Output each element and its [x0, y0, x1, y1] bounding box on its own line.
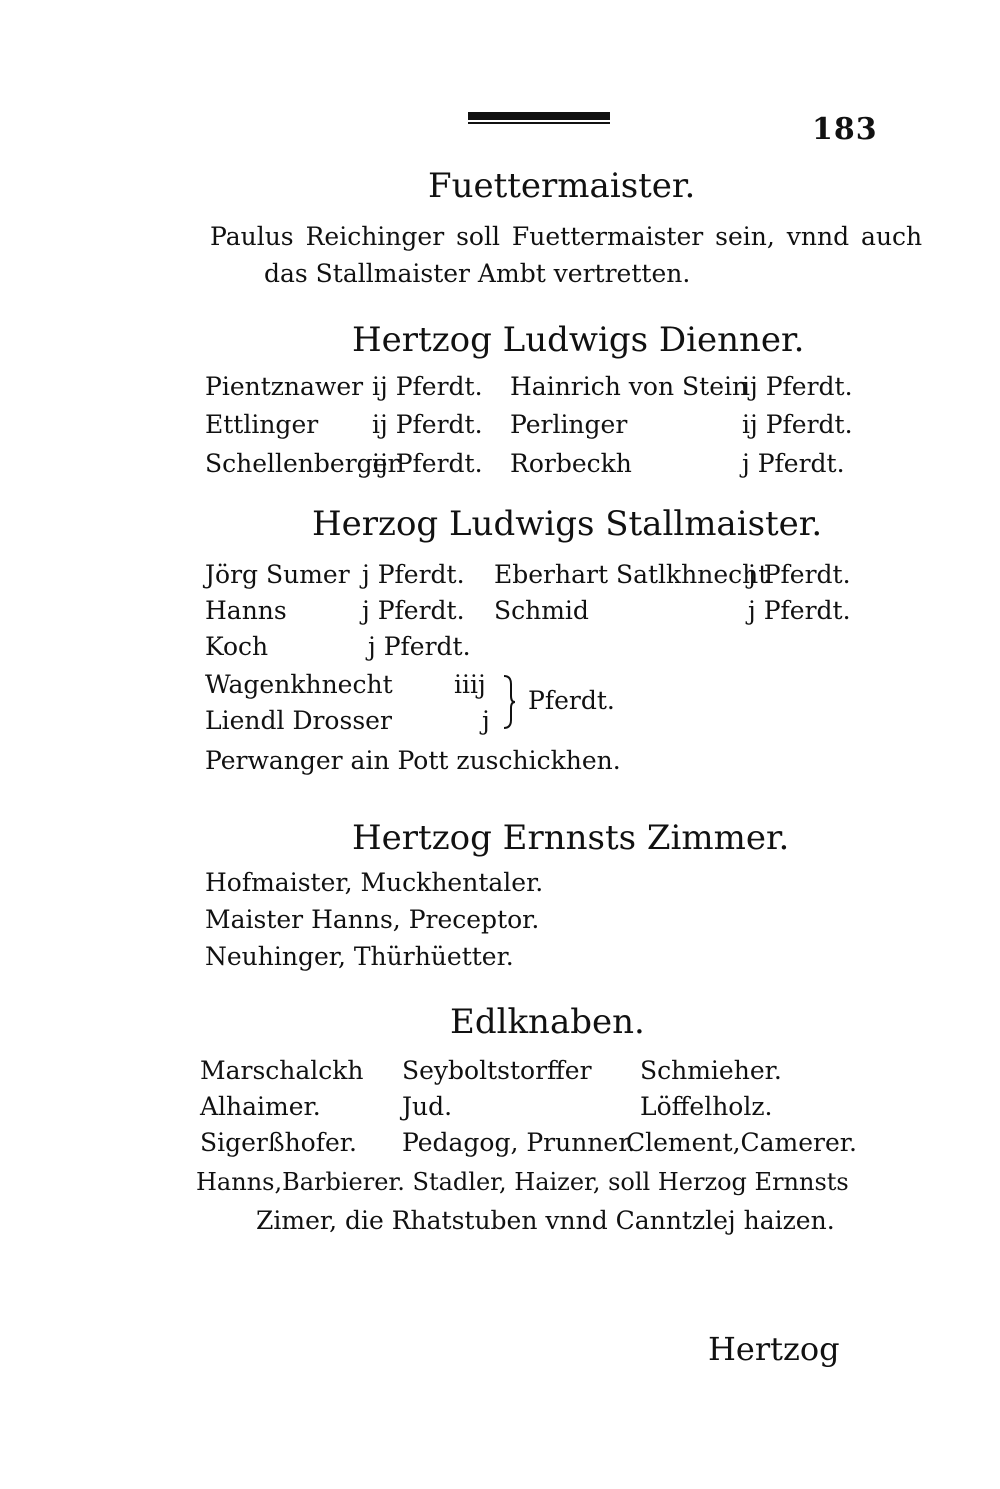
text-line: Paulus Reichinger soll Fuettermaister sein, vnnd auch	[210, 222, 923, 251]
horse-count: ij Pferdt.	[372, 449, 483, 478]
horse-count: j Pferdt.	[742, 449, 845, 478]
braced-label: Pferdt.	[528, 686, 615, 715]
horse-count: j Pferdt.	[362, 596, 465, 625]
horse-count: ij Pferdt.	[742, 410, 853, 439]
right-brace	[502, 674, 516, 730]
servant-name: Koch	[205, 632, 269, 661]
servant-name: Hainrich von Stein	[510, 372, 749, 401]
servant-name: Pientznawer	[205, 372, 364, 401]
header-rule-thick	[468, 112, 610, 120]
servant-name: Perlinger	[510, 410, 628, 439]
header-rule-thin	[468, 122, 610, 124]
horse-count: j Pferdt.	[368, 632, 471, 661]
text-line: Maister Hanns, Preceptor.	[205, 905, 540, 934]
horse-count: ij Pferdt.	[372, 372, 483, 401]
page-name: Sigerßhofer.	[200, 1128, 357, 1157]
servant-name: Liendl Drosser	[205, 706, 392, 735]
section-heading-ludwigs-stallmaister: Herzog Ludwigs Stallmaister.	[312, 504, 823, 544]
text-line: Hanns,Barbierer. Stadler, Haizer, soll Herzog Ernnsts	[196, 1168, 849, 1196]
horse-count: iiij	[454, 670, 486, 699]
page-name: Löffelholz.	[640, 1092, 773, 1121]
servant-name: Jörg Sumer	[205, 560, 350, 589]
page-name: Pedagog, Prunner.	[402, 1128, 636, 1157]
horse-count: j Pferdt.	[748, 560, 851, 589]
text-line: das Stallmaister Ambt vertretten.	[264, 259, 691, 288]
servant-name: Ettlinger	[205, 410, 319, 439]
horse-count: j	[482, 706, 490, 735]
page-name: Alhaimer.	[200, 1092, 321, 1121]
horse-count: ij Pferdt.	[742, 372, 853, 401]
page-name: Jud.	[402, 1092, 453, 1121]
servant-name: Rorbeckh	[510, 449, 632, 478]
text-line: Perwanger ain Pott zuschickhen.	[205, 746, 621, 775]
page-name: Clement,Camerer.	[626, 1128, 857, 1157]
text-line: Neuhinger, Thürhüetter.	[205, 942, 514, 971]
header-rule	[468, 112, 610, 125]
horse-count: ij Pferdt.	[372, 410, 483, 439]
section-heading-ludwigs-dienner: Hertzog Ludwigs Dienner.	[352, 320, 805, 360]
page-number: 183	[812, 112, 878, 147]
section-heading-edlknaben: Edlknaben.	[450, 1002, 645, 1042]
page-name: Marschalckh	[200, 1056, 364, 1085]
catchword: Hertzog	[708, 1330, 840, 1368]
servant-name: Wagenkhnecht	[205, 670, 393, 699]
servant-name: Schmid	[494, 596, 589, 625]
text-line: Zimer, die Rhatstuben vnnd Canntzlej haizen.	[256, 1206, 835, 1235]
section-heading-ernnsts-zimmer: Hertzog Ernnsts Zimmer.	[352, 818, 790, 858]
servant-name: Hanns	[205, 596, 287, 625]
horse-count: j Pferdt.	[748, 596, 851, 625]
page-name: Seyboltstorffer	[402, 1056, 592, 1085]
page-name: Schmieher.	[640, 1056, 782, 1085]
section-heading-fuettermaister: Fuettermaister.	[428, 166, 696, 206]
text-line: Hofmaister, Muckhentaler.	[205, 868, 544, 897]
horse-count: j Pferdt.	[362, 560, 465, 589]
servant-name: Eberhart Satlkhnecht	[494, 560, 769, 589]
servant-name: Schellenberger	[205, 449, 400, 478]
